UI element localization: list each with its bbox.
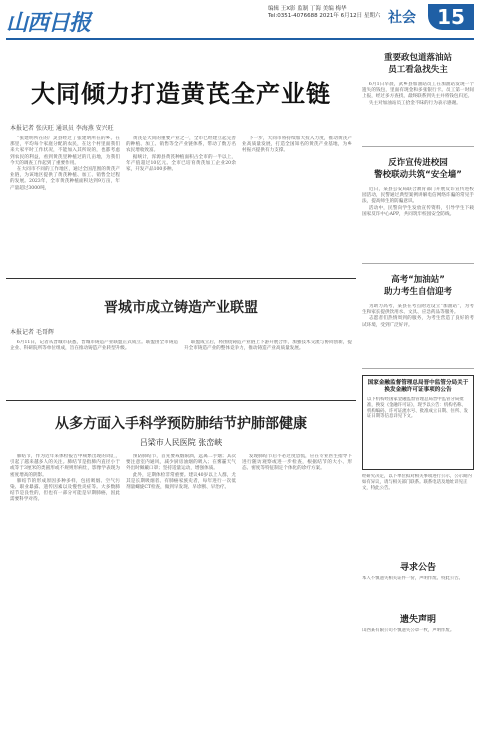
notice-body: 本人不慎遗失相关证件一份，声明作废。特此公告。 <box>362 576 463 581</box>
section-divider <box>6 278 356 279</box>
main-column <box>6 42 356 690</box>
notice-body: 以下机构经国家金融监督管理总局晋中监管分局批准，换发《金融许可证》，现予以公告：机构名称、机构编码、许可证流水号、批准成立日期、住所、发证日期等信息详见下文。 <box>367 397 468 420</box>
article-lung-nodule <box>6 413 356 690</box>
text-column <box>126 136 236 274</box>
sidebar-article-title: 重要政包道落油站 员工看急找失主 <box>383 53 452 75</box>
sidebar-article-body <box>362 304 474 362</box>
newspaper-logo: 山西日报 <box>6 10 91 36</box>
text-column <box>242 136 352 274</box>
sidebar-article-body <box>362 187 474 257</box>
editor-credits: 编辑 王X影 监制 丁海 美编 梅华 Tel:0351-4076688 2021年 6月12日 星期六 <box>268 6 381 19</box>
paragraph: 此外，定期体检非常重要。建议40岁以上人群，尤其是长期吸烟者、有肺癌家族史者，每年进行一次低剂量螺旋CT检查，做到早发现、早诊断、早治疗。 <box>126 472 236 491</box>
article-huangqi <box>6 74 356 274</box>
section-name: 社会 <box>388 10 416 26</box>
notice-title: 国家金融监督管理总局晋中监管分局关于换发金融许可证事项的公告 <box>367 380 469 393</box>
notice-title: 遗失声明 <box>399 615 436 625</box>
article-headline: 从多方面入手科学预防肺结节护肺部健康 <box>55 416 307 432</box>
article-foundry-alliance <box>6 297 356 396</box>
article-subhead: 吕梁市人民医院 张峦峡 <box>139 438 223 447</box>
paragraph: 失主对加油站员工拾金不昧的行为表示感谢。 <box>368 100 461 106</box>
text-column <box>10 136 120 274</box>
paragraph: 据统计，浑源县黄芪种植面积占全市的一半以上，年产值超过10亿元。全市已培育黄芪加工企业20余家，开发产品100多种。 <box>126 154 236 173</box>
text-column <box>10 340 178 396</box>
paragraph: 近日，某县公安局联合教育部门开展反诈宣传进校园活动，民警通过典型案例讲解电信网络诈骗的常见手法，提高师生的防骗意识。 <box>362 187 474 205</box>
sidebar <box>362 42 474 648</box>
sidebar-article-title: 高考“加油站” 助力考生自信迎考 <box>383 275 452 297</box>
text-column <box>242 454 352 690</box>
paragraph: 6月1日早晨，武乡县加油站员工在加油站发现一个遗失的钱包，里面有现金和多张银行卡。员工第一时间上报，经过多方查找，最终联系到失主并将钱包归还。 <box>362 82 474 100</box>
paragraph: 志愿者们热情周到的服务，为考生营造了良好的考试环境，受到广泛好评。 <box>362 316 474 328</box>
paragraph: 在大同市不同的工作地区，通过全国范围的黄芪产业链，为该地区提供了黄芪种植、加工、销售全过程的发展。2023年，全市黄芪种植面积达到9万亩，年产量超过3000吨， <box>10 167 120 191</box>
paragraph: 活动中，民警向学生发放宣传资料，引导学生下载国家反诈中心APP，共同筑牢校园安全防线。 <box>362 205 474 217</box>
paragraph: 为助力高考，某县在考点附近设立“加油站”，为考生和家长提供饮用水、文具、应急药品等服务。 <box>362 304 474 316</box>
sidebar-article <box>362 52 474 147</box>
paragraph: 肺结节，作为近年来体检报告中频繁出现的词汇，引起了越来越多人的关注。肺结节是指肺内直径小于或等于3厘米的类圆形或不规则形病灶，影像学表现为密度增高的阴影。 <box>10 454 120 478</box>
sidebar-article <box>362 274 474 369</box>
paragraph: 肺结节的形成原因多种多样，包括吸烟、空气污染、职业暴露、遗传因素以及慢性炎症等。大多数肺结节是良性的，但也有一部分可能是早期肺癌，因此需要科学对待。 <box>10 478 120 503</box>
paragraph: 黄芪是大同的重要产业之一，全市已经建立起完善的种植、加工、销售等全产业链体系，带动了数万名农民增收致富。 <box>126 136 236 154</box>
sidebar-article <box>362 157 474 264</box>
masthead-rule <box>6 38 474 40</box>
article-headline: 大同倾力打造黄芪全产业链 <box>31 80 331 108</box>
license-notice <box>362 375 474 470</box>
paragraph: 预防肺结节，首先要戒烟限酒，远离二手烟；其次要注意室内通风，减少厨房油烟的吸入；在雾霾天气外出时佩戴口罩；坚持适量运动，增强体质。 <box>126 454 236 472</box>
article-byline: 本报记者 毛哥辉 <box>10 329 54 336</box>
article-body <box>6 136 356 274</box>
text-column <box>184 340 352 396</box>
page-number: 15 <box>428 4 474 30</box>
paragraph: “张建明所在的广灵县经过了张建明所在的乡。在那里，平均每个家庭分配的农民，在这个村里面我们来大家平时工作状况，不能加入其所说的，也都考虑到农民的利益，看到黄芪里种植过的几亩地，为我们今天的调查工作起到了重要作用。 <box>10 136 120 166</box>
article-byline: 本报记者 张庆旺 通讯员 李海燕 安兴旺 <box>10 125 114 132</box>
text-column <box>126 454 236 690</box>
sidebar-article-body <box>362 82 474 140</box>
masthead <box>6 4 474 38</box>
paragraph: 发现肺结节后不必过度恐慌，应在专业医生指导下进行随访观察或进一步检查，根据结节的大小、形态、密度等特征制定个体化的诊疗方案。 <box>242 454 352 472</box>
article-headline: 晋城市成立铸造产业联盟 <box>104 300 258 316</box>
article-body <box>6 454 356 690</box>
sidebar-article-title: 反诈宣传进校园 警校联动共筑“安全墙” <box>374 158 462 180</box>
notice-title: 寻求公告 <box>399 563 436 573</box>
paragraph: 6月11日，记者从晋城市获悉，晋城市铸造产业联盟正式成立。联盟由全市铸造企业、科研院所等单位组成，旨在推动铸造产业转型升级。 <box>10 340 178 352</box>
public-notice: 经研究决定，以下单位拟对相关事项进行公示，公示期内如有异议，请与相关部门联系。联系电话及地址详见正文，特此公告。 <box>362 474 472 491</box>
paragraph: 下一步，大同市将持续加大投入力度，推动黄芪产业高质量发展，打造全国知名的黄芪产业基地，为乡村振兴提供有力支撑。 <box>242 136 352 154</box>
section-divider <box>6 400 356 401</box>
article-body <box>6 340 356 396</box>
text-column <box>10 454 120 690</box>
paragraph: 联盟成立后，将围绕铸造产业链上下游开展合作，加强技术交流与协同创新，提升全市铸造产业的整体竞争力，推动铸造产业高质量发展。 <box>184 340 352 352</box>
notice-body: 山西某有限公司不慎遗失公章一枚，声明作废。 <box>362 628 455 633</box>
